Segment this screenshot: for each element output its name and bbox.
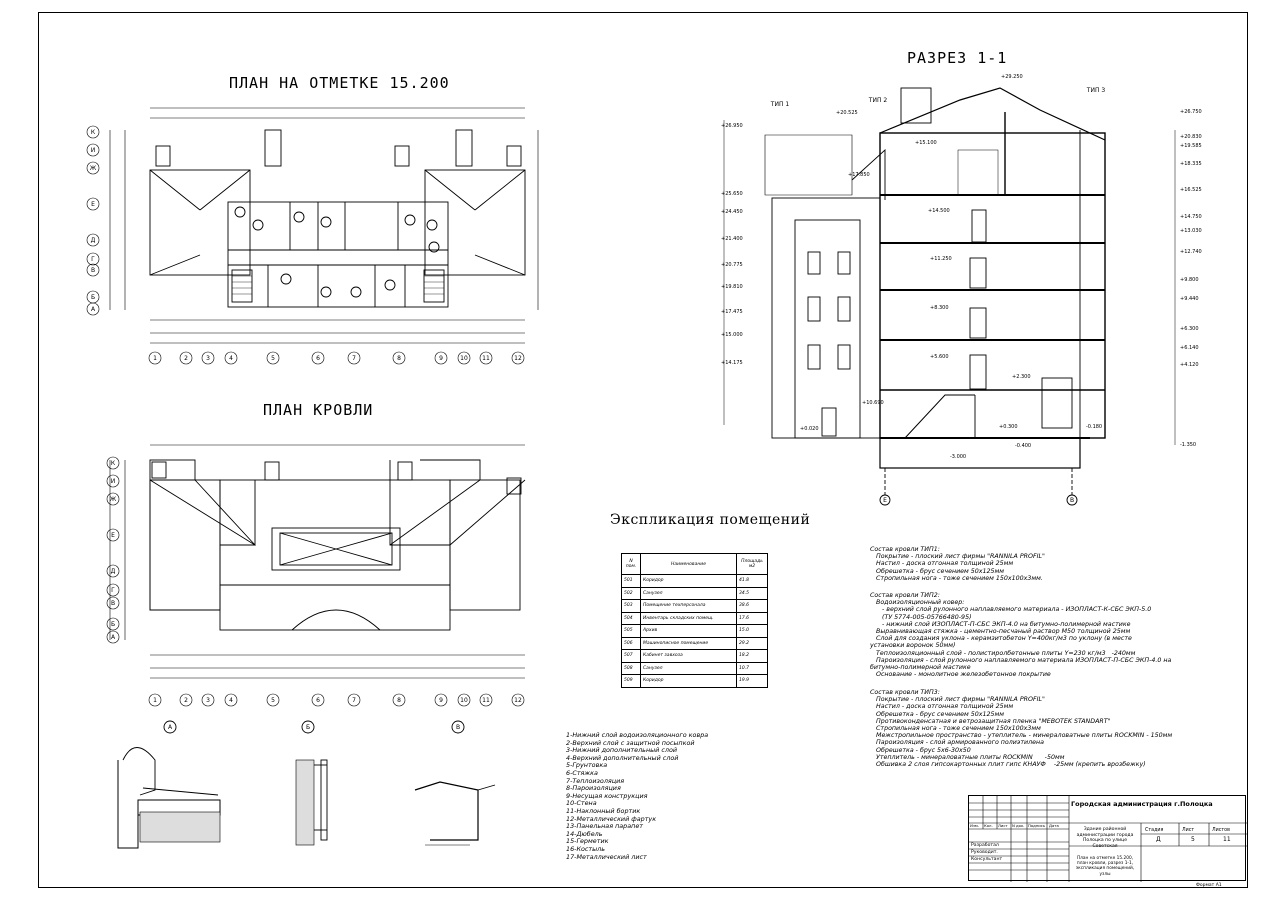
room-name: Коридор bbox=[641, 675, 737, 688]
row-axis-label: Ж bbox=[109, 496, 117, 503]
sheet-header: Лист bbox=[1182, 828, 1195, 833]
col-axis-label: 4 bbox=[229, 697, 233, 704]
level-mark: +9.800 bbox=[1180, 277, 1199, 283]
roof-note-line: Утеплитель - минераловатные плиты ROCKMIN -50мм bbox=[870, 753, 1065, 761]
sheet-format: Формат А1 bbox=[1196, 883, 1222, 888]
roof-note-line: Обрешетка - брус 5х6-30х50 bbox=[870, 746, 971, 754]
roof-note-line: битумно-полимерной мастике bbox=[870, 664, 971, 672]
col-axis-label: 5 bbox=[271, 355, 275, 362]
column-signature: Подпись bbox=[1028, 823, 1046, 828]
row-axis-label: Д bbox=[110, 568, 116, 575]
role-consultant: Консультант bbox=[971, 857, 1003, 862]
room-area: 17.6 bbox=[737, 612, 768, 625]
level-mark: +24.450 bbox=[721, 209, 743, 215]
column-doc: N док. bbox=[1012, 823, 1025, 828]
table-header: Наименование bbox=[641, 554, 737, 575]
roof-note-line: Обрешетка - брус сечением 50х125мм bbox=[870, 710, 1005, 718]
detail-label: А bbox=[167, 724, 173, 731]
roof-note-line: Состав кровли ТИП2: bbox=[870, 592, 940, 599]
legend-item: 8-Пароизоляция bbox=[566, 784, 621, 793]
level-mark: +2.300 bbox=[1012, 374, 1031, 380]
table-row bbox=[622, 575, 768, 588]
legend-item: 13-Панельная парапет bbox=[566, 822, 643, 831]
legend-item: 3-Нижний дополнительный слой bbox=[566, 746, 678, 755]
row-axis-label: В bbox=[110, 600, 116, 607]
level-mark: +26.750 bbox=[1180, 109, 1202, 115]
table-row bbox=[622, 650, 768, 663]
row-axis-label: К bbox=[110, 460, 116, 467]
room-name: Инвентарь складских помещ. bbox=[641, 612, 737, 625]
col-axis-label: 12 bbox=[514, 355, 522, 362]
col-axis-label: 9 bbox=[439, 355, 443, 362]
room-number: 504 bbox=[622, 612, 641, 625]
roof-note-line: Водоизоляционный ковер: bbox=[870, 599, 965, 607]
table-row bbox=[622, 662, 768, 675]
roof-note-line: Пароизоляция - слой рулонного наплавляемого материала ИЗОПЛАСТ-П-СБС ЭКП-4.0 на bbox=[870, 656, 1172, 664]
level-mark: +19.585 bbox=[1180, 143, 1202, 149]
detail-label: В bbox=[455, 724, 461, 731]
col-axis-label: 1 bbox=[153, 355, 157, 362]
roof-note-line: Стропильная нога - тоже сечением 150х100х3мм bbox=[870, 725, 1041, 733]
roof-note-line: - верхний слой рулонного наплавляемого материала - ИЗОПЛАСТ-К-СБС ЭКП-5.0 bbox=[870, 606, 1152, 614]
roof-note-line: Покрытие - плоский лист фирмы "RANNILA PROFIL" bbox=[870, 553, 1045, 561]
detail-legend bbox=[566, 732, 708, 861]
legend-item: 12-Металлический фартук bbox=[566, 814, 657, 823]
roof-note-line: Основание - монолитное железобетонное покрытие bbox=[870, 671, 1051, 679]
table-header: Площадь м2 bbox=[737, 554, 768, 575]
table-header-row bbox=[622, 554, 768, 575]
level-mark: +6.140 bbox=[1180, 345, 1199, 351]
roof-note-line: Состав кровли ТИП3: bbox=[870, 689, 940, 696]
level-mark: +9.440 bbox=[1180, 296, 1199, 302]
row-axis-label: Е bbox=[111, 532, 115, 539]
col-axis-label: 11 bbox=[482, 697, 490, 704]
col-axis-label: 2 bbox=[184, 697, 188, 704]
section-axis-label: В bbox=[1069, 497, 1075, 504]
roof-note-line: - нижний слой ИЗОПЛАСТ-П-СБС ЭКП-4.0 на битумно-полимерной мастике bbox=[870, 620, 1131, 628]
level-mark: +20.830 bbox=[1180, 134, 1202, 140]
roof-note-line: (ТУ 5774-005-05766480-95) bbox=[870, 613, 972, 621]
roof-type-label: ТИП 3 bbox=[1086, 87, 1106, 94]
roof-note-line: Выравнивающая стяжка - цементно-песчаный раствор М50 толщиной 25мм bbox=[870, 628, 1131, 636]
section-axis-label: Е bbox=[883, 497, 887, 504]
level-mark: +29.250 bbox=[1001, 74, 1023, 80]
legend-item: 10-Стена bbox=[566, 799, 597, 808]
row-axis-label: Б bbox=[110, 621, 116, 628]
room-name: Кабинет завхоза bbox=[641, 650, 737, 663]
room-area: 10.7 bbox=[737, 662, 768, 675]
level-mark: +26.950 bbox=[721, 123, 743, 129]
room-number: 502 bbox=[622, 587, 641, 600]
level-mark: +13.030 bbox=[1180, 228, 1202, 234]
room-area: 19.9 bbox=[737, 675, 768, 688]
roof-note-line: Состав кровли ТИП1: bbox=[870, 546, 940, 553]
level-mark: +4.120 bbox=[1180, 362, 1199, 368]
level-mark: +12.740 bbox=[1180, 249, 1202, 255]
level-mark: -3.000 bbox=[950, 454, 967, 460]
col-axis-label: 4 bbox=[229, 355, 233, 362]
column-list: Лист bbox=[998, 823, 1008, 828]
level-mark: +18.335 bbox=[1180, 161, 1202, 167]
column-kol: Кол. bbox=[984, 823, 993, 828]
room-name: Санузел bbox=[641, 587, 737, 600]
col-axis-label: 8 bbox=[397, 697, 401, 704]
col-axis-label: 12 bbox=[514, 697, 522, 704]
legend-item: 16-Костыль bbox=[566, 844, 606, 853]
level-mark: +8.300 bbox=[930, 305, 949, 311]
level-mark: -1.350 bbox=[1180, 442, 1197, 448]
room-number: 509 bbox=[622, 675, 641, 688]
col-axis-label: 5 bbox=[271, 697, 275, 704]
room-area: 41.8 bbox=[737, 575, 768, 588]
level-mark: +0.020 bbox=[800, 426, 819, 432]
legend-item: 4-Верхний дополнительный слой bbox=[566, 753, 679, 762]
col-axis-label: 2 bbox=[184, 355, 188, 362]
room-name: Санузел bbox=[641, 662, 737, 675]
sheet-value: 5 bbox=[1191, 836, 1195, 843]
room-number: 508 bbox=[622, 662, 641, 675]
row-axis-label: Г bbox=[91, 256, 95, 263]
sheets-header: Листов bbox=[1212, 828, 1230, 833]
column-izm: Изм. bbox=[970, 823, 979, 828]
roof-note-line: Теплоизоляционный слой - полистиролбетонные плиты Y=230 кг/м3 -240мм bbox=[870, 649, 1136, 657]
level-mark: +14.175 bbox=[721, 360, 743, 366]
roof-note-line: Настил - доска отгонная толщиной 25мм bbox=[870, 560, 1014, 568]
level-mark: +17.850 bbox=[848, 172, 870, 178]
table-row bbox=[622, 600, 768, 613]
col-axis-label: 7 bbox=[352, 355, 356, 362]
roof-note-line: Покрытие - плоский лист фирмы "RANNILA PROFIL" bbox=[870, 696, 1045, 704]
room-name: Помещение техперсонала bbox=[641, 600, 737, 613]
row-axis-label: А bbox=[110, 634, 116, 641]
col-axis-label: 10 bbox=[460, 355, 468, 362]
col-axis-label: 3 bbox=[206, 355, 210, 362]
col-axis-label: 10 bbox=[460, 697, 468, 704]
detail-label: Б bbox=[305, 724, 311, 731]
table-row bbox=[622, 612, 768, 625]
table-row bbox=[622, 625, 768, 638]
roof-type3-notes bbox=[870, 689, 1172, 768]
row-axis-label: А bbox=[90, 306, 96, 313]
room-name: Архив bbox=[641, 625, 737, 638]
level-mark: +21.400 bbox=[721, 236, 743, 242]
roof-type2-notes bbox=[870, 592, 1171, 678]
col-axis-label: 6 bbox=[316, 697, 320, 704]
level-mark: +14.750 bbox=[1180, 214, 1202, 220]
roof-type-label: ТИП 2 bbox=[868, 97, 888, 104]
room-number: 506 bbox=[622, 637, 641, 650]
roof-note-line: Слой для создания уклона - керамзитобетон Y=400кг/м3 по уклону (в месте bbox=[870, 635, 1132, 643]
roof-note-line: Межстропильное пространство - утеплитель - минераловатные плиты ROCKMIN - 150мм bbox=[870, 732, 1173, 740]
role-supervisor: Руководит. bbox=[971, 850, 998, 855]
level-mark: +20.525 bbox=[836, 110, 858, 116]
row-axis-label: В bbox=[90, 267, 96, 274]
room-area: 29.2 bbox=[737, 637, 768, 650]
col-axis-label: 11 bbox=[482, 355, 490, 362]
roof-note-line: Обрешетка - брус сечением 50х125мм bbox=[870, 567, 1005, 575]
level-mark: +25.650 bbox=[721, 191, 743, 197]
level-mark: +17.475 bbox=[721, 309, 743, 315]
level-mark: +16.525 bbox=[1180, 187, 1202, 193]
col-axis-label: 8 bbox=[397, 355, 401, 362]
row-axis-label: И bbox=[110, 478, 116, 485]
row-axis-label: Д bbox=[90, 237, 96, 244]
level-mark: +11.250 bbox=[930, 256, 952, 262]
roof-note-line: Настил - доска отгонная толщиной 25мм bbox=[870, 703, 1014, 711]
column-date: Дата bbox=[1049, 823, 1059, 828]
role-developer: Разработал bbox=[971, 843, 999, 848]
room-name: Машинописное помещение bbox=[641, 637, 737, 650]
col-axis-label: 9 bbox=[439, 697, 443, 704]
table-row bbox=[622, 675, 768, 688]
room-name: Коридор bbox=[641, 575, 737, 588]
plan-level-title: ПЛАН НА ОТМЕТКЕ 15.200 bbox=[229, 74, 450, 92]
room-number: 507 bbox=[622, 650, 641, 663]
roof-note-line: Пароизоляция - слой армированного полиэтилена bbox=[870, 739, 1044, 747]
sheet-name: План на отметке 15.200, план кровли, разрез 1-1, экспликация помещений, узлы bbox=[1075, 856, 1135, 877]
row-axis-label: Е bbox=[91, 201, 95, 208]
room-area: 34.5 bbox=[737, 587, 768, 600]
project-name: Здание районной администрации города Полоцка по улице Советская bbox=[1076, 827, 1134, 849]
level-mark: +20.775 bbox=[721, 262, 743, 268]
legend-item: 17-Металлический лист bbox=[566, 852, 647, 861]
roof-plan-title: ПЛАН КРОВЛИ bbox=[263, 401, 374, 419]
room-area: 15.0 bbox=[737, 625, 768, 638]
level-mark: +0.300 bbox=[999, 424, 1018, 430]
roof-type-label: ТИП 1 bbox=[770, 101, 790, 108]
room-number: 503 bbox=[622, 600, 641, 613]
level-mark: +14.500 bbox=[928, 208, 950, 214]
col-axis-label: 7 bbox=[352, 697, 356, 704]
legend-item: 1-Нижний слой водоизоляционного ковра bbox=[566, 731, 709, 739]
room-number: 505 bbox=[622, 625, 641, 638]
roof-note-line: Противоконденсатная и ветрозащитная пленка "MEBOTEK STANDART" bbox=[870, 717, 1111, 725]
roof-type1-notes bbox=[870, 546, 1045, 582]
sheets-value: 11 bbox=[1223, 836, 1231, 843]
room-area: 18.2 bbox=[737, 650, 768, 663]
legend-item: 6-Стяжка bbox=[566, 768, 598, 777]
col-axis-label: 1 bbox=[153, 697, 157, 704]
legend-item: 11-Наклонный бортик bbox=[566, 806, 641, 815]
roof-note-line: Обшивка 2 слоя гипсокартонных плит гипс КНАУФ -25мм (крепить врозбежку) bbox=[870, 761, 1146, 769]
level-mark: +15.000 bbox=[721, 332, 743, 338]
level-mark: +10.690 bbox=[862, 400, 884, 406]
row-axis-label: Ж bbox=[89, 165, 97, 172]
table-row bbox=[622, 637, 768, 650]
title-block bbox=[968, 795, 1246, 881]
legend-item: 14-Дюбель bbox=[566, 829, 603, 838]
col-axis-label: 3 bbox=[206, 697, 210, 704]
level-mark: +5.600 bbox=[930, 354, 949, 360]
room-number: 501 bbox=[622, 575, 641, 588]
level-mark: -0.180 bbox=[1086, 424, 1103, 430]
roof-note-line: Стропильная нога - тоже сечением 150х100х3мм. bbox=[870, 574, 1043, 582]
row-axis-label: Б bbox=[90, 294, 96, 301]
legend-item: 2-Верхний слой с защитной посыпкой bbox=[566, 738, 695, 747]
room-area: 38.6 bbox=[737, 600, 768, 613]
row-axis-label: И bbox=[90, 147, 96, 154]
level-mark: +15.100 bbox=[915, 140, 937, 146]
stage-value: Д bbox=[1156, 836, 1161, 843]
legend-item: 5-Грунтовка bbox=[566, 761, 608, 770]
explication-table bbox=[621, 553, 768, 688]
organization-name: Городская администрация г.Полоцка bbox=[1071, 800, 1213, 808]
roof-note-line: установки воронок 50мм) bbox=[870, 642, 956, 650]
table-row bbox=[622, 587, 768, 600]
section-title: РАЗРЕЗ 1-1 bbox=[907, 49, 1008, 67]
col-axis-label: 6 bbox=[316, 355, 320, 362]
legend-item: 9-Несущая конструкция bbox=[566, 791, 648, 800]
legend-item: 15-Герметик bbox=[566, 837, 609, 846]
level-mark: -0.400 bbox=[1015, 443, 1032, 449]
level-mark: +6.300 bbox=[1180, 326, 1199, 332]
explication-title: Экспликация помещений bbox=[610, 512, 811, 528]
legend-item: 7-Теплоизоляция bbox=[566, 776, 625, 785]
level-mark: +19.810 bbox=[721, 284, 743, 290]
row-axis-label: К bbox=[90, 129, 96, 136]
row-axis-label: Г bbox=[111, 587, 115, 594]
table-header: N пом. bbox=[622, 554, 641, 575]
stage-header: Стадия bbox=[1145, 828, 1164, 833]
